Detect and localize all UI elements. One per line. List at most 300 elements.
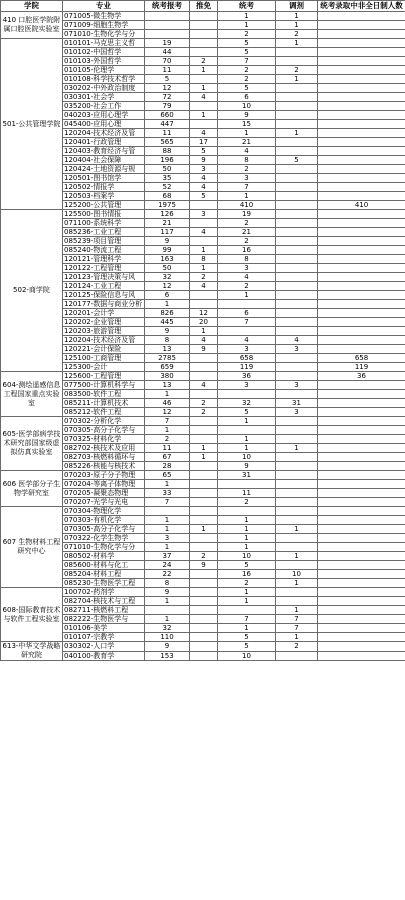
recommended-cell	[190, 237, 218, 246]
exam-admitted-cell	[218, 327, 276, 336]
part-time-cell	[318, 561, 405, 570]
exam-admitted-cell: 21	[218, 228, 276, 237]
major-cell: 120124-工业工程	[63, 282, 145, 291]
part-time-cell	[318, 228, 405, 237]
transfer-cell	[276, 363, 318, 372]
recommended-cell: 4	[190, 174, 218, 183]
major-cell: 085212-软件工程	[63, 408, 145, 417]
exam-admitted-cell: 5	[218, 408, 276, 417]
recommended-cell: 1	[190, 525, 218, 534]
applicants-cell: 8	[145, 579, 190, 588]
part-time-cell	[318, 183, 405, 192]
part-time-cell	[318, 444, 405, 453]
exam-admitted-cell: 1	[218, 444, 276, 453]
major-cell: 030302-人口学	[63, 642, 145, 652]
part-time-cell	[318, 129, 405, 138]
recommended-cell	[190, 498, 218, 507]
major-cell: 120221-会计保险	[63, 345, 145, 354]
part-time-cell	[318, 282, 405, 291]
recommended-cell	[190, 480, 218, 489]
applicants-cell: 67	[145, 453, 190, 462]
transfer-cell	[276, 138, 318, 147]
applicants-cell: 1975	[145, 201, 190, 210]
transfer-cell	[276, 597, 318, 606]
transfer-cell	[276, 543, 318, 552]
major-cell: 080502-材料学	[63, 552, 145, 561]
recommended-cell: 4	[190, 381, 218, 390]
transfer-cell	[276, 93, 318, 102]
exam-admitted-cell: 3	[218, 174, 276, 183]
exam-admitted-cell: 2	[218, 237, 276, 246]
exam-admitted-cell: 1	[218, 525, 276, 534]
exam-admitted-cell: 1	[218, 12, 276, 21]
applicants-cell: 32	[145, 624, 190, 633]
header-recommended: 推免	[190, 1, 218, 12]
major-cell: 071010-生物化学与分	[63, 543, 145, 552]
recommended-cell: 4	[190, 282, 218, 291]
major-cell: 120121-管理科学	[63, 255, 145, 264]
header-exam-admitted: 统考	[218, 1, 276, 12]
recommended-cell: 2	[190, 552, 218, 561]
applicants-cell: 6	[145, 291, 190, 300]
major-cell: 040100-教育学	[63, 651, 145, 661]
transfer-cell: 31	[276, 399, 318, 408]
applicants-cell: 35	[145, 174, 190, 183]
part-time-cell	[318, 597, 405, 606]
recommended-cell	[190, 21, 218, 30]
applicants-cell: 11	[145, 444, 190, 453]
applicants-cell: 163	[145, 255, 190, 264]
part-time-cell	[318, 219, 405, 228]
applicants-cell: 33	[145, 489, 190, 498]
applicants-cell: 21	[145, 219, 190, 228]
transfer-cell	[276, 165, 318, 174]
major-cell: 120503-档案学	[63, 192, 145, 201]
applicants-cell: 50	[145, 264, 190, 273]
transfer-cell	[276, 507, 318, 516]
part-time-cell	[318, 462, 405, 471]
applicants-cell: 447	[145, 120, 190, 129]
table-row	[1, 210, 405, 219]
transfer-cell	[276, 453, 318, 462]
transfer-cell	[276, 489, 318, 498]
header-row	[1, 1, 405, 12]
recommended-cell	[190, 75, 218, 84]
part-time-cell	[318, 624, 405, 633]
transfer-cell: 2	[276, 30, 318, 39]
part-time-cell	[318, 291, 405, 300]
transfer-cell	[276, 84, 318, 93]
recommended-cell	[190, 48, 218, 57]
transfer-cell	[276, 246, 318, 255]
major-cell: 083500-软件工程	[63, 390, 145, 399]
part-time-cell	[318, 30, 405, 39]
part-time-cell	[318, 39, 405, 48]
transfer-cell	[276, 309, 318, 318]
school-cell: 605-医学部病学技术研究部国家级虚拟仿真实验室	[1, 417, 63, 471]
part-time-cell	[318, 579, 405, 588]
exam-admitted-cell: 8	[218, 255, 276, 264]
major-cell: 125100-工商管理	[63, 354, 145, 363]
major-cell: 120203-旅游管理	[63, 327, 145, 336]
part-time-cell	[318, 21, 405, 30]
header-part-time: 统考录取中非全日制人数	[318, 1, 405, 12]
recommended-cell: 5	[190, 192, 218, 201]
part-time-cell	[318, 552, 405, 561]
exam-admitted-cell: 7	[218, 57, 276, 66]
part-time-cell	[318, 534, 405, 543]
part-time-cell	[318, 336, 405, 345]
part-time-cell	[318, 120, 405, 129]
recommended-cell: 1	[190, 453, 218, 462]
part-time-cell	[318, 138, 405, 147]
part-time-cell	[318, 147, 405, 156]
exam-admitted-cell: 10	[218, 102, 276, 111]
applicants-cell: 1	[145, 390, 190, 399]
applicants-cell: 44	[145, 48, 190, 57]
exam-admitted-cell: 11	[218, 489, 276, 498]
applicants-cell: 46	[145, 399, 190, 408]
applicants-cell: 9	[145, 327, 190, 336]
recommended-cell	[190, 507, 218, 516]
exam-admitted-cell: 5	[218, 633, 276, 642]
major-cell: 125200-公共管理	[63, 201, 145, 210]
applicants-cell: 11	[145, 66, 190, 75]
applicants-cell: 1	[145, 597, 190, 606]
header-applicants: 统考报考	[145, 1, 190, 12]
major-cell: 085230-生物医学工程	[63, 579, 145, 588]
transfer-cell: 1	[276, 12, 318, 21]
recommended-cell	[190, 363, 218, 372]
part-time-cell	[318, 588, 405, 597]
exam-admitted-cell: 1	[218, 435, 276, 444]
table-row	[1, 417, 405, 426]
exam-admitted-cell: 1	[218, 588, 276, 597]
part-time-cell	[318, 174, 405, 183]
applicants-cell: 37	[145, 552, 190, 561]
part-time-cell	[318, 453, 405, 462]
applicants-cell: 2785	[145, 354, 190, 363]
exam-admitted-cell: 36	[218, 372, 276, 381]
part-time-cell	[318, 543, 405, 552]
major-cell: 070305-高分子化学与	[63, 426, 145, 435]
major-cell: 120123-管理决策与风	[63, 273, 145, 282]
part-time-cell	[318, 633, 405, 642]
major-cell: 010105-伦理学	[63, 66, 145, 75]
school-cell: 607 生物材料工程研究中心	[1, 507, 63, 588]
part-time-cell	[318, 300, 405, 309]
transfer-cell	[276, 300, 318, 309]
exam-admitted-cell: 10	[218, 453, 276, 462]
recommended-cell: 4	[190, 228, 218, 237]
recommended-cell: 3	[190, 210, 218, 219]
part-time-cell	[318, 237, 405, 246]
major-cell: 010103-外国哲学	[63, 57, 145, 66]
applicants-cell	[145, 12, 190, 21]
part-time-cell	[318, 111, 405, 120]
part-time-cell	[318, 192, 405, 201]
recommended-cell: 9	[190, 345, 218, 354]
transfer-cell	[276, 237, 318, 246]
major-cell: 035200-社会工作	[63, 102, 145, 111]
major-cell: 085236-工业工程	[63, 228, 145, 237]
exam-admitted-cell: 2	[218, 66, 276, 75]
major-cell: 082222-生物医学与	[63, 615, 145, 624]
exam-admitted-cell: 7	[218, 318, 276, 327]
transfer-cell	[276, 174, 318, 183]
transfer-cell	[276, 147, 318, 156]
applicants-cell: 65	[145, 471, 190, 480]
exam-admitted-cell: 4	[218, 273, 276, 282]
transfer-cell	[276, 390, 318, 399]
transfer-cell: 4	[276, 336, 318, 345]
transfer-cell	[276, 120, 318, 129]
transfer-cell	[276, 480, 318, 489]
major-cell: 085240-物流工程	[63, 246, 145, 255]
exam-admitted-cell: 2	[218, 75, 276, 84]
major-cell: 120403-教育经济与管	[63, 147, 145, 156]
recommended-cell	[190, 462, 218, 471]
applicants-cell: 3	[145, 534, 190, 543]
recommended-cell: 4	[190, 183, 218, 192]
major-cell: 045400-应用心理	[63, 120, 145, 129]
part-time-cell	[318, 273, 405, 282]
recommended-cell: 1	[190, 111, 218, 120]
recommended-cell	[190, 12, 218, 21]
recommended-cell: 2	[190, 408, 218, 417]
exam-admitted-cell: 1	[218, 597, 276, 606]
exam-admitted-cell: 7	[218, 615, 276, 624]
major-cell: 070305-高分子化学与	[63, 525, 145, 534]
applicants-cell: 13	[145, 381, 190, 390]
recommended-cell: 4	[190, 336, 218, 345]
exam-admitted-cell	[218, 300, 276, 309]
applicants-cell: 659	[145, 363, 190, 372]
applicants-cell: 12	[145, 84, 190, 93]
school-cell: 608-国际教育技术与软件工程实验室	[1, 588, 63, 642]
school-cell: 502-商学院	[1, 210, 63, 372]
major-cell: 070207-光学与光电	[63, 498, 145, 507]
recommended-cell	[190, 570, 218, 579]
transfer-cell: 1	[276, 525, 318, 534]
table-body	[1, 12, 405, 661]
recommended-cell	[190, 426, 218, 435]
applicants-cell: 32	[145, 273, 190, 282]
applicants-cell: 28	[145, 462, 190, 471]
transfer-cell: 1	[276, 552, 318, 561]
part-time-cell	[318, 390, 405, 399]
part-time-cell: 36	[318, 372, 405, 381]
table-row	[1, 12, 405, 21]
major-cell: 030202-中外政治制度	[63, 84, 145, 93]
major-cell: 010106-美学	[63, 624, 145, 633]
transfer-cell: 1	[276, 579, 318, 588]
applicants-cell: 826	[145, 309, 190, 318]
exam-admitted-cell: 9	[218, 111, 276, 120]
major-cell: 070302-分析化学	[63, 417, 145, 426]
part-time-cell	[318, 426, 405, 435]
exam-admitted-cell: 19	[218, 210, 276, 219]
transfer-cell	[276, 183, 318, 192]
part-time-cell	[318, 165, 405, 174]
table-row	[1, 588, 405, 597]
transfer-cell	[276, 273, 318, 282]
recommended-cell	[190, 642, 218, 652]
major-cell: 040203-应用心理学	[63, 111, 145, 120]
part-time-cell: 119	[318, 363, 405, 372]
part-time-cell	[318, 408, 405, 417]
transfer-cell: 3	[276, 345, 318, 354]
major-cell: 120201-会计学	[63, 309, 145, 318]
exam-admitted-cell: 31	[218, 471, 276, 480]
part-time-cell	[318, 435, 405, 444]
part-time-cell	[318, 615, 405, 624]
major-cell: 071009-细胞生物学	[63, 21, 145, 30]
recommended-cell: 2	[190, 273, 218, 282]
transfer-cell: 1	[276, 75, 318, 84]
transfer-cell: 1	[276, 606, 318, 615]
part-time-cell	[318, 327, 405, 336]
transfer-cell: 1	[276, 39, 318, 48]
transfer-cell	[276, 372, 318, 381]
part-time-cell	[318, 570, 405, 579]
transfer-cell	[276, 282, 318, 291]
part-time-cell	[318, 75, 405, 84]
transfer-cell	[276, 219, 318, 228]
part-time-cell	[318, 66, 405, 75]
applicants-cell: 196	[145, 156, 190, 165]
part-time-cell	[318, 264, 405, 273]
exam-admitted-cell	[218, 426, 276, 435]
exam-admitted-cell: 16	[218, 246, 276, 255]
exam-admitted-cell: 3	[218, 381, 276, 390]
transfer-cell: 10	[276, 570, 318, 579]
part-time-cell	[318, 345, 405, 354]
transfer-cell: 1	[276, 21, 318, 30]
transfer-cell	[276, 417, 318, 426]
major-cell: 085226-核能与核技术	[63, 462, 145, 471]
school-cell: 606 医学部分子生物学研究室	[1, 471, 63, 507]
applicants-cell: 68	[145, 192, 190, 201]
major-cell: 082703-核燃料循环与	[63, 453, 145, 462]
applicants-cell: 72	[145, 93, 190, 102]
recommended-cell: 2	[190, 399, 218, 408]
exam-admitted-cell: 1	[218, 624, 276, 633]
major-cell: 120204-技术经济及管	[63, 129, 145, 138]
exam-admitted-cell: 2	[218, 579, 276, 588]
applicants-cell: 117	[145, 228, 190, 237]
exam-admitted-cell: 10	[218, 552, 276, 561]
recommended-cell	[190, 219, 218, 228]
applicants-cell: 1	[145, 516, 190, 525]
applicants-cell: 7	[145, 417, 190, 426]
part-time-cell	[318, 489, 405, 498]
recommended-cell: 1	[190, 327, 218, 336]
exam-admitted-cell: 7	[218, 183, 276, 192]
exam-admitted-cell: 15	[218, 120, 276, 129]
applicants-cell: 22	[145, 570, 190, 579]
part-time-cell	[318, 381, 405, 390]
transfer-cell	[276, 471, 318, 480]
recommended-cell	[190, 606, 218, 615]
major-cell: 010101-马克思主义哲	[63, 39, 145, 48]
transfer-cell	[276, 462, 318, 471]
exam-admitted-cell: 16	[218, 570, 276, 579]
transfer-cell	[276, 210, 318, 219]
part-time-cell	[318, 498, 405, 507]
applicants-cell: 9	[145, 588, 190, 597]
applicants-cell	[145, 21, 190, 30]
transfer-cell	[276, 102, 318, 111]
exam-admitted-cell: 9	[218, 462, 276, 471]
exam-admitted-cell: 1	[218, 543, 276, 552]
recommended-cell: 3	[190, 165, 218, 174]
school-cell: 613-中华文学战略研究院	[1, 642, 63, 661]
recommended-cell: 20	[190, 318, 218, 327]
transfer-cell	[276, 534, 318, 543]
recommended-cell	[190, 390, 218, 399]
applicants-cell	[145, 30, 190, 39]
exam-admitted-cell: 4	[218, 147, 276, 156]
recommended-cell: 2	[190, 57, 218, 66]
exam-admitted-cell	[218, 480, 276, 489]
transfer-cell	[276, 588, 318, 597]
applicants-cell: 70	[145, 57, 190, 66]
exam-admitted-cell: 2	[218, 30, 276, 39]
major-cell: 010107-宗教学	[63, 633, 145, 642]
table-row	[1, 642, 405, 652]
applicants-cell: 1	[145, 615, 190, 624]
exam-admitted-cell	[218, 606, 276, 615]
major-cell: 071100-系统科学	[63, 219, 145, 228]
exam-admitted-cell: 6	[218, 93, 276, 102]
major-cell: 070325-材料化学	[63, 435, 145, 444]
applicants-cell: 110	[145, 633, 190, 642]
major-cell: 085600-材料与化工	[63, 561, 145, 570]
exam-admitted-cell: 1	[218, 417, 276, 426]
exam-admitted-cell: 658	[218, 354, 276, 363]
exam-admitted-cell	[218, 507, 276, 516]
recommended-cell	[190, 102, 218, 111]
transfer-cell: 1	[276, 633, 318, 642]
major-cell: 010102-中国哲学	[63, 48, 145, 57]
exam-admitted-cell: 119	[218, 363, 276, 372]
transfer-cell	[276, 435, 318, 444]
applicants-cell: 565	[145, 138, 190, 147]
recommended-cell	[190, 588, 218, 597]
exam-admitted-cell: 5	[218, 48, 276, 57]
applicants-cell: 24	[145, 561, 190, 570]
transfer-cell	[276, 228, 318, 237]
exam-admitted-cell: 3	[218, 345, 276, 354]
major-cell: 070303-有机化学	[63, 516, 145, 525]
recommended-cell: 12	[190, 309, 218, 318]
transfer-cell	[276, 561, 318, 570]
major-cell: 120501-图书馆学	[63, 174, 145, 183]
recommended-cell: 8	[190, 255, 218, 264]
part-time-cell	[318, 507, 405, 516]
recommended-cell	[190, 300, 218, 309]
exam-admitted-cell	[218, 390, 276, 399]
recommended-cell	[190, 372, 218, 381]
exam-admitted-cell: 1	[218, 534, 276, 543]
major-cell: 070304-物理化学	[63, 507, 145, 516]
part-time-cell	[318, 156, 405, 165]
major-cell: 082704-核技术与工程	[63, 597, 145, 606]
recommended-cell	[190, 291, 218, 300]
transfer-cell: 2	[276, 642, 318, 652]
recommended-cell	[190, 354, 218, 363]
